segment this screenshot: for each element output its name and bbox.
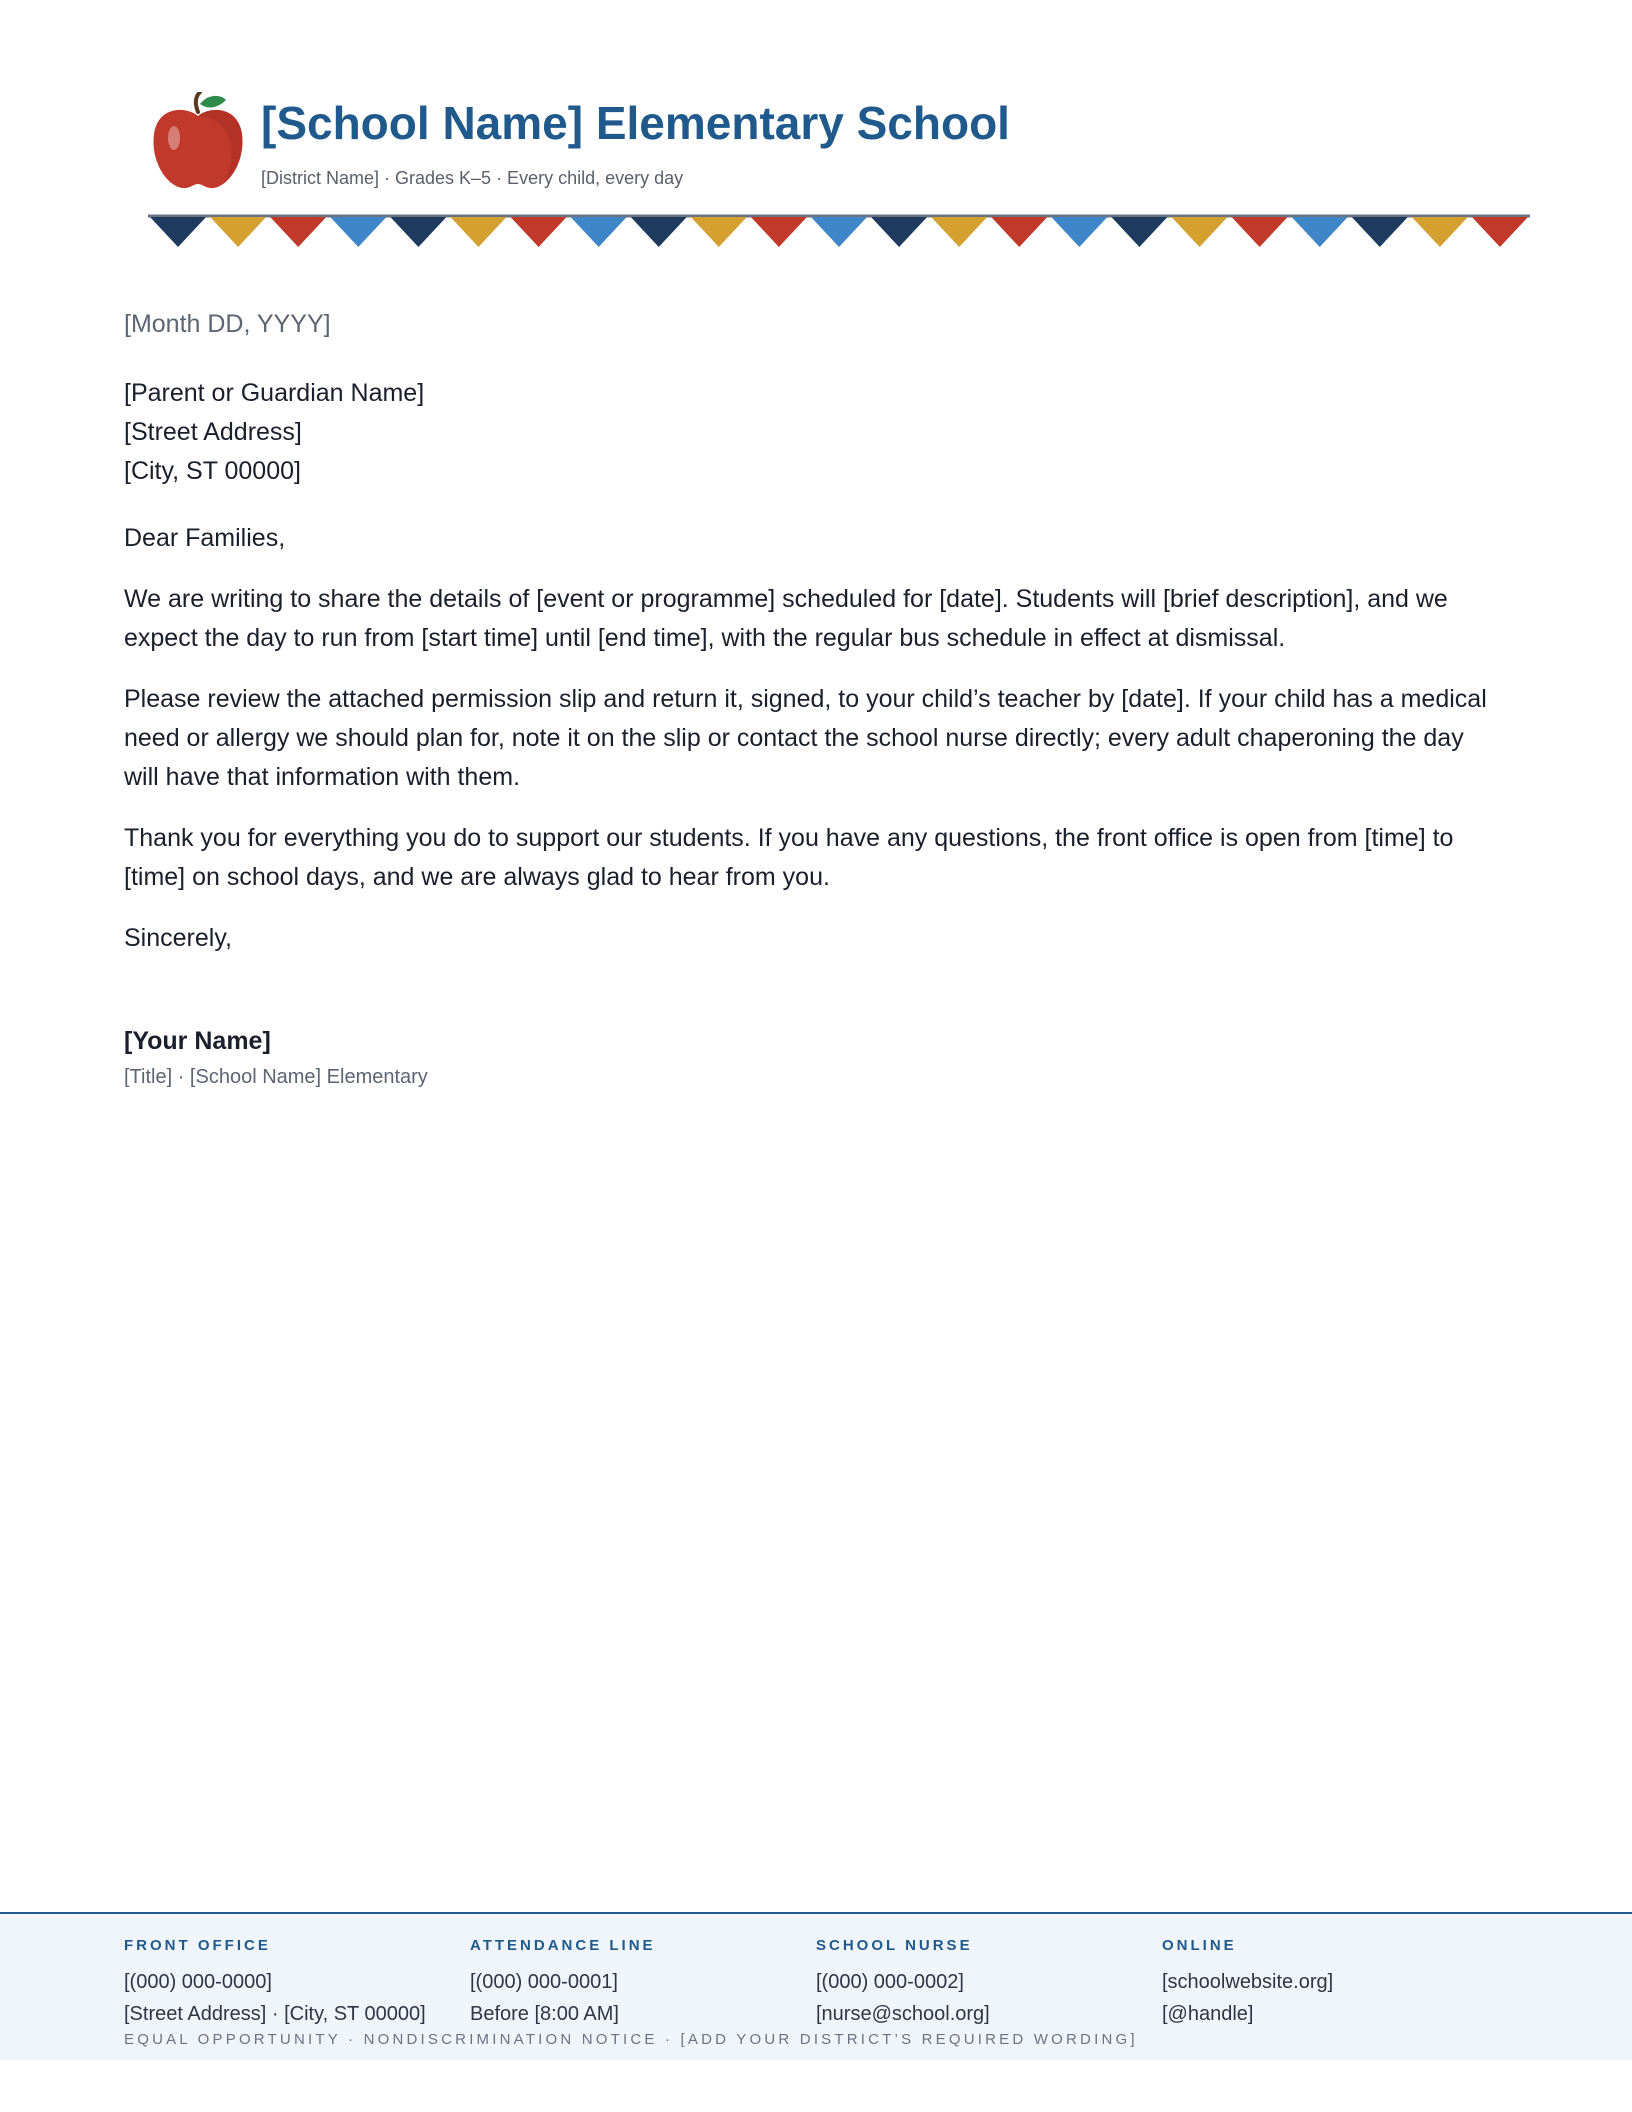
bunting-flag xyxy=(811,217,867,247)
bunting-flag xyxy=(1232,217,1288,247)
footer-column-front-office xyxy=(124,1936,454,2030)
bunting-banner xyxy=(148,214,1530,250)
footer-column-nurse xyxy=(816,1936,1146,2030)
bunting-flag xyxy=(1051,217,1107,247)
footer-phone: [(000) 000-0002] xyxy=(816,1971,964,1993)
footer-website: [schoolwebsite.org] xyxy=(1162,1971,1334,1993)
footer-handle: [@handle] xyxy=(1162,2003,1254,2025)
bunting-flag xyxy=(210,217,266,247)
salutation: Dear Families, xyxy=(124,524,286,552)
bunting-flag xyxy=(450,217,506,247)
signature-name: [Your Name] xyxy=(124,1027,271,1055)
signature-title: [Title] · [School Name] Elementary xyxy=(124,1066,428,1088)
footer-address: [Street Address] · [City, ST 00000] xyxy=(124,2003,426,2025)
footer xyxy=(0,1914,1632,2060)
letter-date: [Month DD, YYYY] xyxy=(124,310,331,338)
letter-body xyxy=(124,305,1504,1093)
footer-label: SCHOOL NURSE xyxy=(816,1937,973,1954)
bunting-flag xyxy=(691,217,747,247)
bunting-flag xyxy=(991,217,1047,247)
nondiscrimination-notice: EQUAL OPPORTUNITY · NONDISCRIMINATION NOTICE · [ADD YOUR DISTRICT’S REQUIRED WORDING] xyxy=(124,2031,1138,2048)
footer-label: ONLINE xyxy=(1162,1937,1237,1954)
body-paragraph: We are writing to share the details of [event or programme] scheduled for [date]. Students will [brief description], and we expect the day to run from [start time] until [end time], with the regular bus schedule in effect at dismissal. xyxy=(124,585,1448,652)
footer-label: ATTENDANCE LINE xyxy=(470,1937,656,1954)
bunting-flag xyxy=(1171,217,1227,247)
bunting-flag xyxy=(631,217,687,247)
bunting-flag xyxy=(390,217,446,247)
body-paragraph: Please review the attached permission slip and return it, signed, to your child’s teacher by [date]. If your child has a medical need or allergy we should plan for, note it on the slip or contact the school nurse directly; every adult chaperoning the day will have that information with them. xyxy=(124,685,1487,791)
bunting-flag xyxy=(751,217,807,247)
letterhead xyxy=(150,88,1530,188)
footer-phone: [(000) 000-0000] xyxy=(124,1971,272,1993)
bunting-flag xyxy=(270,217,326,247)
footer-phone: [(000) 000-0001] xyxy=(470,1971,618,1993)
footer-label: FRONT OFFICE xyxy=(124,1937,271,1954)
bunting-flag xyxy=(1292,217,1348,247)
body-paragraph: Thank you for everything you do to support our students. If you have any questions, the front office is open from [time] to [time] on school days, and we are always glad to hear from you. xyxy=(124,824,1454,891)
bunting-flag xyxy=(330,217,386,247)
address-line: [City, ST 00000] xyxy=(124,457,301,485)
address-line: [Parent or Guardian Name] xyxy=(124,379,425,407)
bunting-flag xyxy=(1352,217,1408,247)
bunting-flag xyxy=(571,217,627,247)
footer-email: [nurse@school.org] xyxy=(816,2003,990,2025)
school-tagline: [District Name] · Grades K–5 · Every child, every day xyxy=(261,168,684,188)
recipient-address xyxy=(124,374,1504,491)
bunting-flag xyxy=(511,217,567,247)
apple-icon xyxy=(150,92,246,192)
bunting-flag xyxy=(931,217,987,247)
bunting-flag xyxy=(1412,217,1468,247)
footer-column-attendance xyxy=(470,1936,800,2030)
bunting-flag xyxy=(150,217,206,247)
bunting-flag xyxy=(1472,217,1528,247)
address-line: [Street Address] xyxy=(124,418,302,446)
closing: Sincerely, xyxy=(124,924,232,952)
bunting-flag xyxy=(871,217,927,247)
footer-hours: Before [8:00 AM] xyxy=(470,2003,619,2025)
school-title: [School Name] Elementary School xyxy=(261,97,1010,149)
footer-column-online xyxy=(1162,1936,1492,2030)
bunting-flag xyxy=(1111,217,1167,247)
